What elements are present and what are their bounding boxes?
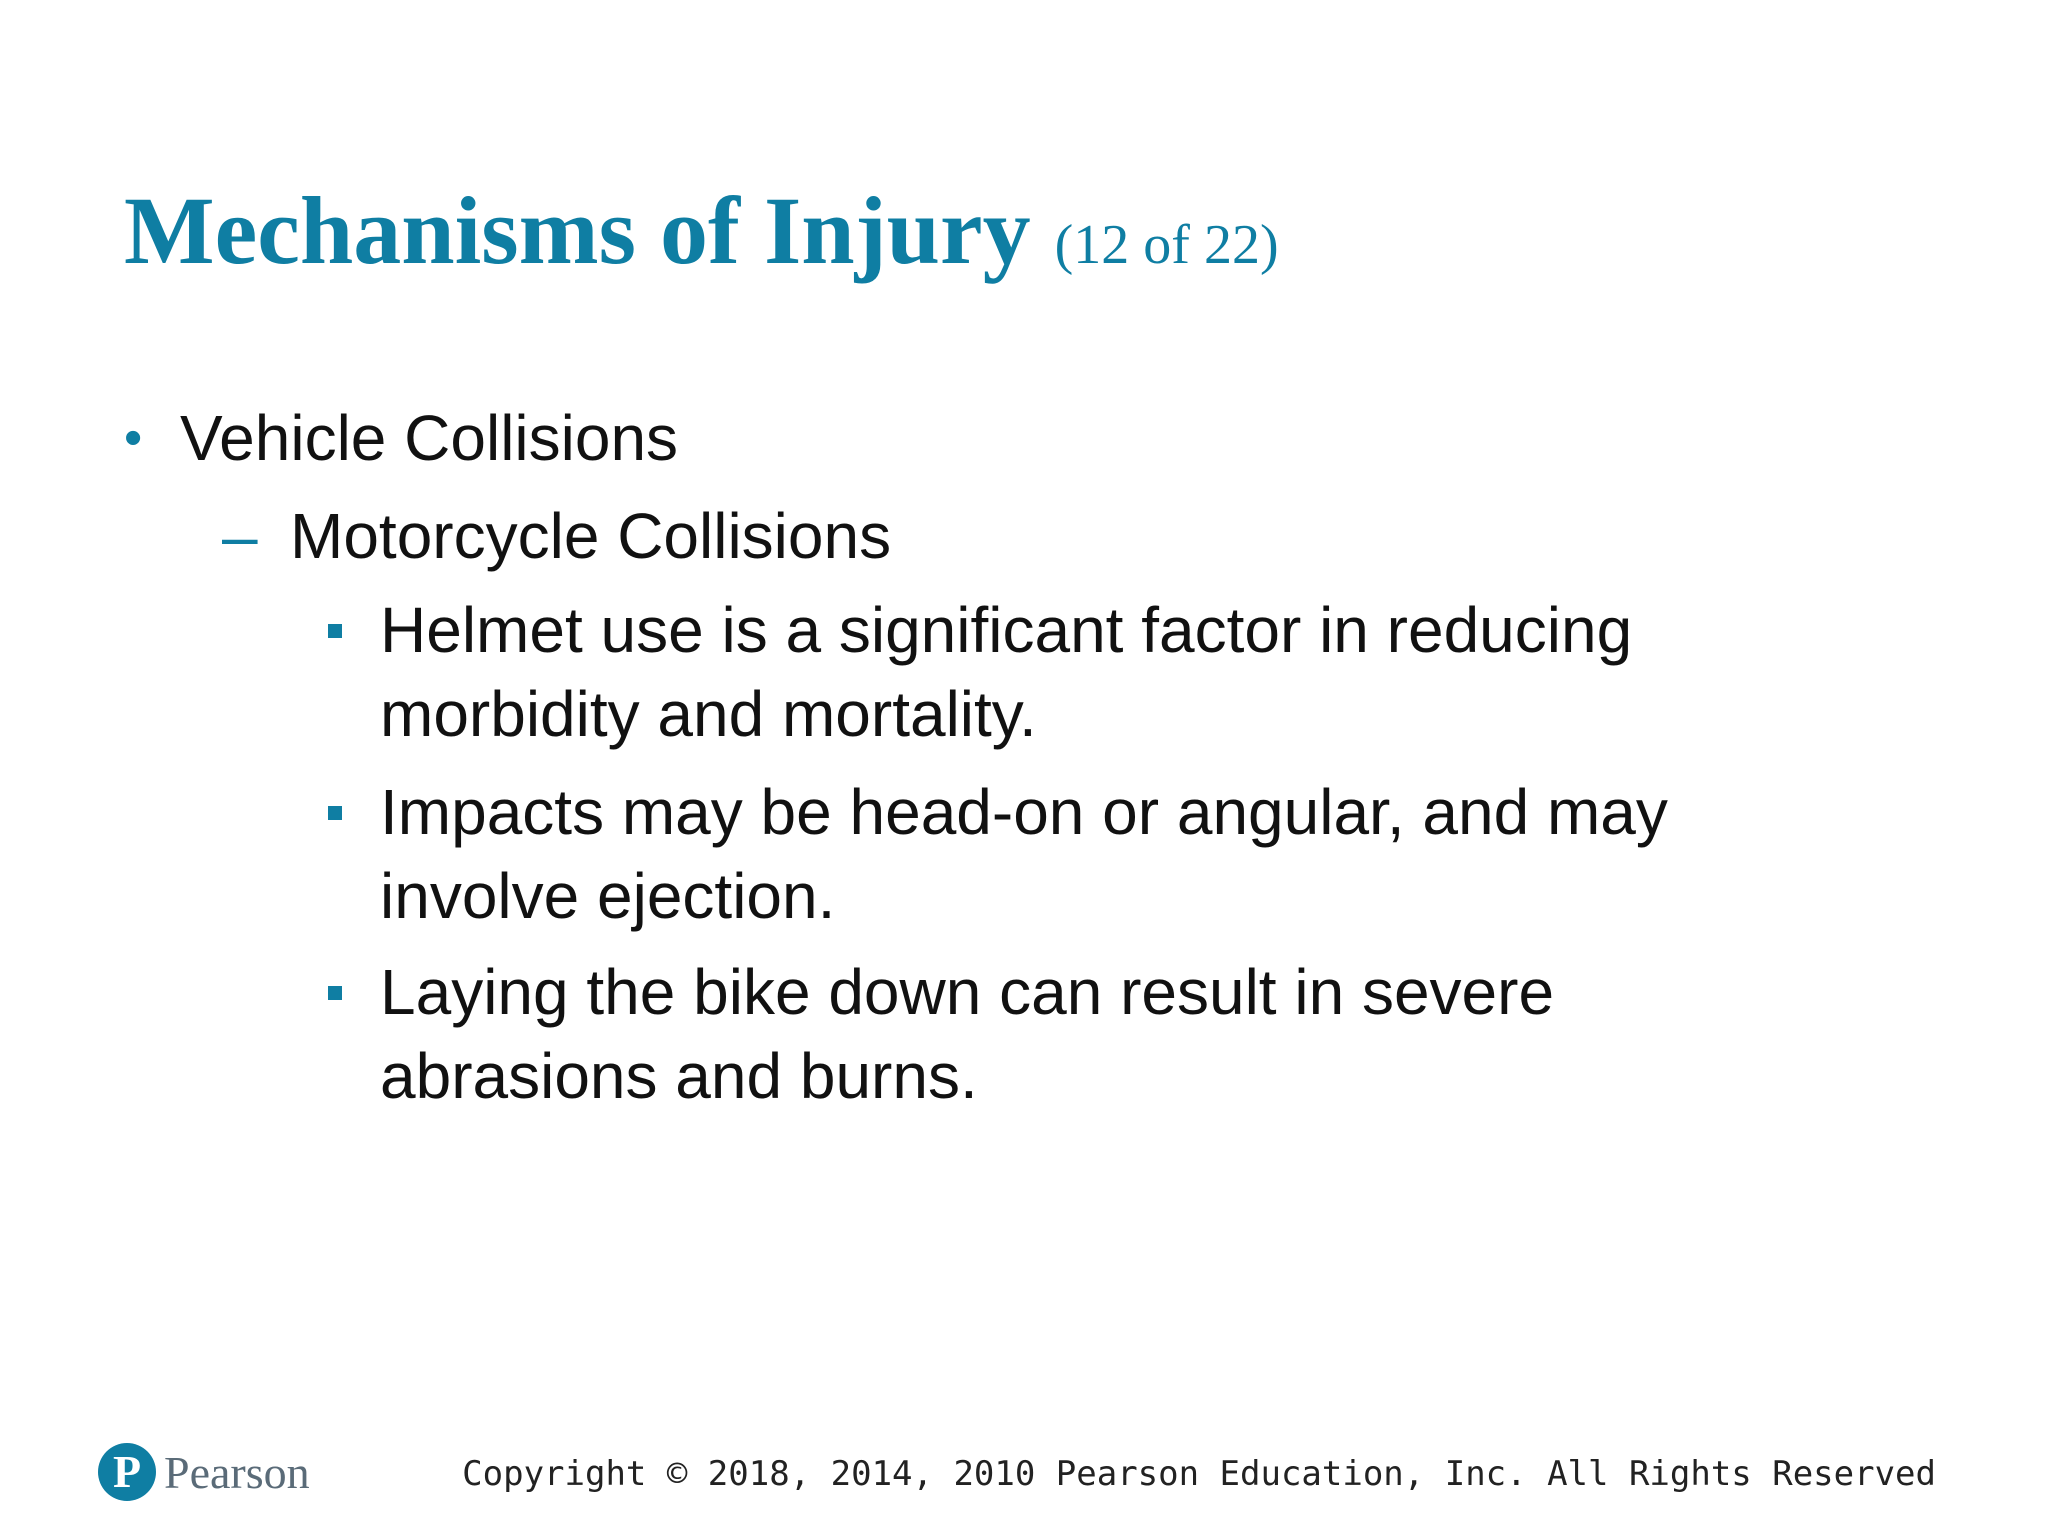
pearson-logo-letter: P: [112, 1446, 142, 1497]
bullet-level3-item: [328, 770, 1808, 938]
pearson-logo-word: Pearson: [164, 1446, 310, 1498]
bullet-level1-text: Vehicle Collisions: [180, 402, 679, 474]
round-bullet-icon: •: [124, 409, 143, 467]
bullet-level3-text: Impacts may be head-on or angular, and may involve ejection.: [380, 776, 1668, 932]
pearson-logo: [98, 1440, 310, 1504]
slide-title-main: Mechanisms of Injury: [124, 177, 1031, 284]
bullet-level3-text: Helmet use is a significant factor in reducing morbidity and mortality.: [380, 594, 1633, 750]
bullet-level3-item: [328, 950, 1808, 1118]
square-bullet-icon: [328, 986, 342, 1000]
dash-bullet-icon: –: [222, 500, 258, 572]
pearson-logo-icon: [98, 1443, 156, 1501]
bullet-level3-text: Laying the bike down can result in severe abrasions and burns.: [380, 956, 1555, 1112]
copyright-notice: Copyright © 2018, 2014, 2010 Pearson Education, Inc. All Rights Reserved: [462, 1454, 1936, 1494]
bullet-level2-text: Motorcycle Collisions: [290, 500, 892, 572]
square-bullet-icon: [328, 806, 342, 820]
bullet-level3-item: [328, 588, 1808, 756]
slide-counter: (12 of 22): [1054, 214, 1279, 276]
slide-title: [124, 178, 1279, 284]
square-bullet-icon: [328, 624, 342, 638]
